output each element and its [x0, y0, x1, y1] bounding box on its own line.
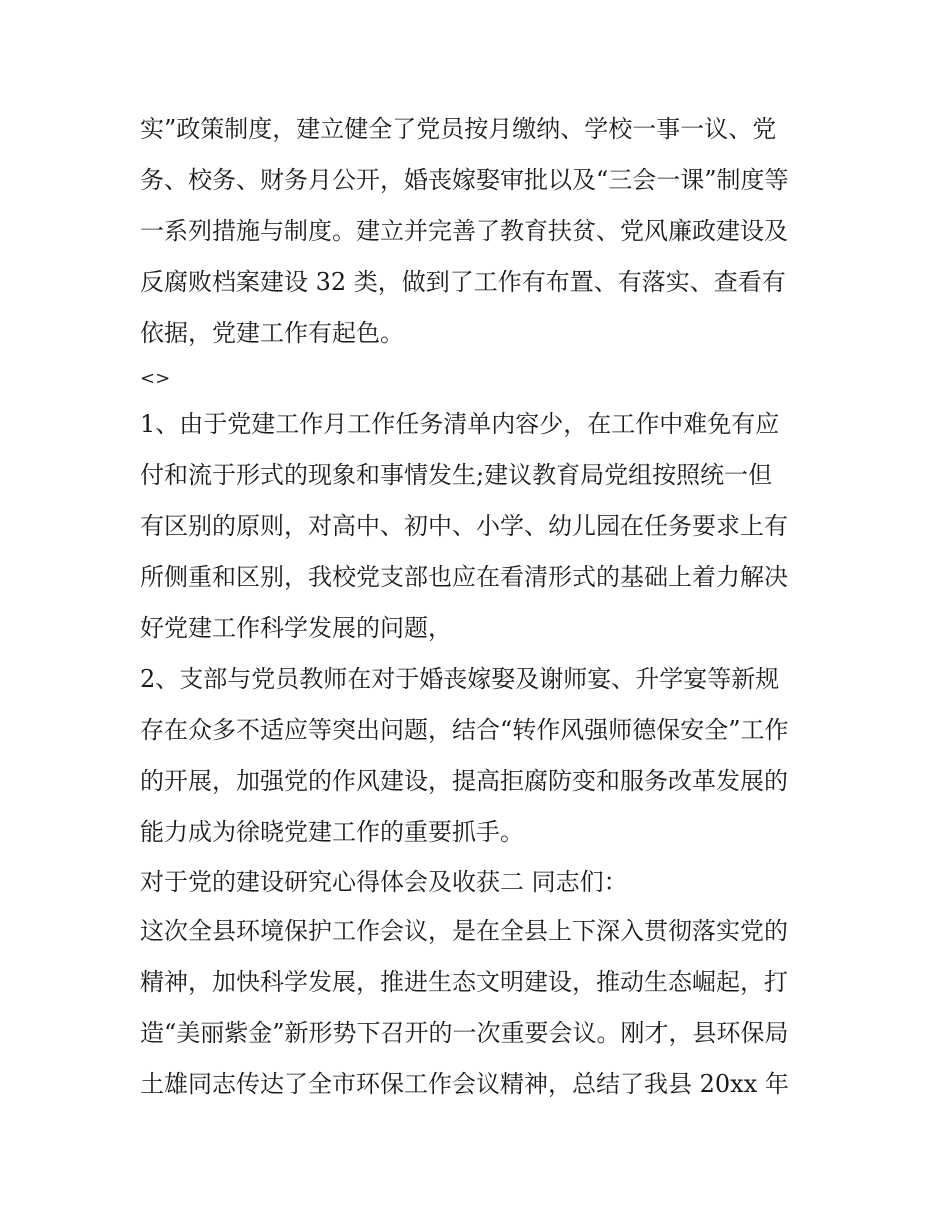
text-line: 付和流于形式的现象和事情发生;建议教育局党组按照统一但 [140, 461, 773, 489]
text-line: 所侧重和区别，我校党支部也应在看清形式的基础上着力解决 [140, 563, 788, 591]
text-line: 精神，加快科学发展，推进生态文明建设，推动生态崛起，打 [140, 968, 788, 996]
text-line: 有区别的原则，对高中、初中、小学、幼儿园在任务要求上有 [140, 512, 788, 540]
section-marker: <> [140, 368, 171, 389]
section-heading: 对于党的建设研究心得体会及收获二 同志们： [140, 868, 628, 896]
text-line: 存在众多不适应等突出问题，结合“转作风强师德保安全”工作 [140, 716, 789, 744]
text-line: 土雄同志传达了全市环保工作会议精神，总结了我县 20xx 年 [140, 1070, 789, 1098]
text-line: 这次全县环境保护工作会议，是在全县上下深入贯彻落实党的 [140, 917, 788, 945]
text-line: 务、校务、财务月公开，婚丧嫁娶审批以及“三会一课”制度等 [140, 166, 789, 194]
text-line: 反腐败档案建设 32 类，做到了工作有布置、有落实、查看有 [140, 268, 786, 296]
text-line: 实”政策制度，建立健全了党员按月缴纳、学校一事一议、党 [140, 115, 777, 143]
text-line: 的开展，加强党的作风建设，提高拒腐防变和服务改革发展的 [140, 767, 788, 795]
document-body [140, 104, 830, 1110]
text-line: 好党建工作科学发展的问题， [140, 614, 452, 642]
text-line: 依据，党建工作有起色。 [140, 319, 404, 347]
text-line: 2、支部与党员教师在对于婚丧嫁娶及谢师宴、升学宴等新规 [140, 665, 780, 693]
text-line: 造“美丽紫金”新形势下召开的一次重要会议。刚才，县环保局 [140, 1019, 789, 1047]
text-line: 一系列措施与制度。建立并完善了教育扶贫、党风廉政建设及 [140, 217, 788, 245]
text-line: 1、由于党建工作月工作任务清单内容少，在工作中难免有应 [140, 410, 780, 438]
text-line: 能力成为徐晓党建工作的重要抓手。 [140, 818, 524, 846]
